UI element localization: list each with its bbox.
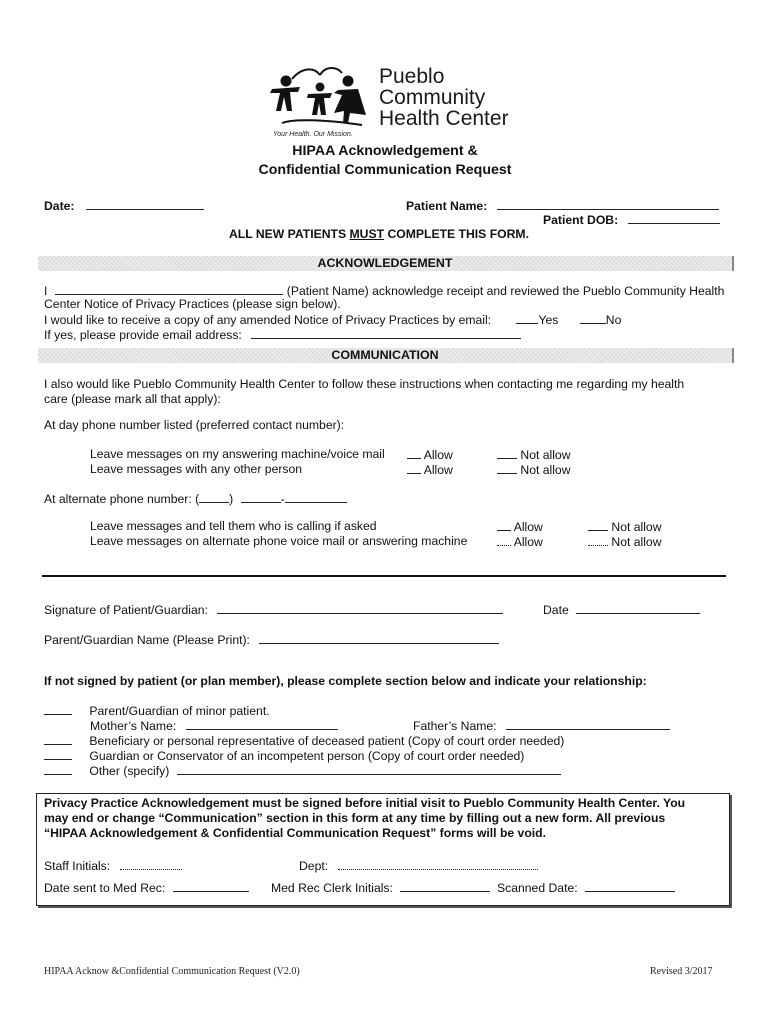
acknowledgement-heading-bar: [38, 256, 734, 271]
email-address-input[interactable]: [251, 327, 521, 339]
comm-intro-line2: care (please mark all that apply):: [44, 392, 221, 406]
page-title-line2: Confidential Communication Request: [258, 162, 512, 178]
patient-dob-field: [543, 212, 720, 227]
day-opt1-allow-checkbox[interactable]: [407, 447, 421, 459]
date-label: Date:: [44, 199, 75, 213]
new-patients-notice: [229, 227, 529, 241]
rel-opt3-label: Guardian or Conservator of an incompetent person (Copy of court order needed): [89, 749, 525, 763]
signature-label: Signature of Patient/Guardian:: [44, 603, 208, 617]
signature-date-label: Date: [543, 603, 569, 617]
staff-initials-input[interactable]: [120, 858, 182, 870]
page-title-line1: HIPAA Acknowledgement &: [292, 143, 478, 159]
acknowledgement-heading: ACKNOWLEDGEMENT: [314, 256, 457, 270]
day-opt2-label: Leave messages with any other person: [90, 462, 303, 476]
signature-date-field: [543, 602, 700, 617]
logo-tagline: Your Health. Our Mission.: [273, 131, 353, 138]
alt-opt2-notallow-label: Not allow: [611, 535, 662, 549]
notice-pre: ALL NEW PATIENTS: [229, 227, 350, 241]
office-notice-line3: “HIPAA Acknowledgement & Confidential Communication Request” forms will be void.: [44, 826, 546, 840]
rel-opt1-label: Parent/Guardian of minor patient.: [89, 704, 270, 718]
ack-line1: [44, 283, 724, 298]
day-opt1-allow: [407, 447, 453, 462]
clerk-initials-field: [271, 880, 490, 895]
day-opt1-label: Leave messages on my answering machine/voice mail: [90, 447, 385, 461]
day-opt1-notallow-checkbox[interactable]: [497, 447, 517, 459]
rel-opt2: [44, 733, 564, 748]
comm-intro-line1: I also would like Pueblo Community Health Center to follow these instructions when contacting me regarding my health: [44, 377, 685, 391]
alt-opt1-allow: [497, 519, 543, 534]
scanned-date-label: Scanned Date:: [497, 881, 578, 895]
signature-date-input[interactable]: [576, 602, 700, 614]
staff-initials-field: [44, 858, 182, 873]
day-opt2-notallow: [497, 462, 571, 477]
signature-input[interactable]: [217, 602, 503, 614]
patient-dob-input[interactable]: [628, 212, 720, 224]
alt-phone-area-input[interactable]: [199, 491, 229, 503]
day-opt2-allow-checkbox[interactable]: [407, 462, 421, 474]
office-notice-line1: Privacy Practice Acknowledgement must be signed before initial visit to Pueblo Community Health Center. You: [44, 796, 686, 810]
staff-initials-label: Staff Initials:: [44, 859, 111, 873]
alt-opt2-label: Leave messages on alternate phone voice mail or answering machine: [90, 534, 468, 548]
alt-phone-line-input[interactable]: [285, 491, 347, 503]
rel-opt4-label: Other (specify): [89, 764, 170, 778]
day-opt2-notallow-label: Not allow: [520, 463, 571, 477]
guardian-print-label: Parent/Guardian Name (Please Print):: [44, 633, 250, 647]
dept-label: Dept:: [299, 859, 329, 873]
date-input[interactable]: [86, 198, 204, 210]
alt-phone-paren: ): [229, 492, 234, 506]
email-address-label: If yes, please provide email address:: [44, 328, 242, 342]
day-opt2-notallow-checkbox[interactable]: [497, 462, 517, 474]
guardian-print-field: [44, 632, 499, 647]
rel-other-input[interactable]: [177, 763, 561, 775]
mother-name-field: [90, 718, 338, 733]
guardian-print-input[interactable]: [259, 632, 499, 644]
ack-line3-text: I would like to receive a copy of any amended Notice of Privacy Practices by email:: [44, 313, 492, 327]
alt-opt1-label: Leave messages and tell them who is calling if asked: [90, 519, 377, 533]
day-opt1-allow-label: Allow: [423, 448, 453, 462]
ack-line2: Center Notice of Privacy Practices (please sign below).: [44, 297, 341, 311]
relationship-heading: If not signed by patient (or plan member), please complete section below and indicate your relationship:: [44, 674, 647, 688]
scanned-date-input[interactable]: [585, 880, 675, 892]
footer-revised: Revised 3/2017: [650, 966, 713, 977]
logo-line3: Health Center: [379, 107, 509, 130]
email-yes-checkbox[interactable]: [516, 312, 538, 324]
logo: [262, 63, 380, 133]
rel-opt1: [44, 703, 270, 718]
patient-name-field: [406, 198, 719, 213]
alt-opt2-allow-checkbox[interactable]: [497, 534, 511, 546]
logo-line2: Community: [379, 86, 486, 109]
ack-line3: [44, 312, 621, 327]
alt-opt2-notallow: [588, 534, 662, 549]
dept-input[interactable]: [338, 858, 538, 870]
alt-opt1-allow-label: Allow: [513, 520, 543, 534]
alt-phone-label: At alternate phone number: (: [44, 492, 200, 506]
mother-name-input[interactable]: [186, 718, 338, 730]
notice-post: COMPLETE THIS FORM.: [384, 227, 529, 241]
section-divider: [42, 575, 726, 577]
father-name-input[interactable]: [506, 718, 670, 730]
alt-phone-dash: -: [280, 492, 285, 506]
logo-line1: Pueblo: [379, 65, 445, 88]
rel-opt2-label: Beneficiary or personal representative of deceased patient (Copy of court order needed): [89, 734, 565, 748]
alt-phone-field: [44, 491, 347, 506]
day-opt2-allow: [407, 462, 453, 477]
father-name-field: [413, 718, 670, 733]
rel-opt3-checkbox[interactable]: [44, 748, 72, 760]
dept-field: [299, 858, 538, 873]
alt-opt1-notallow-label: Not allow: [611, 520, 662, 534]
day-opt2-allow-label: Allow: [423, 463, 453, 477]
date-sent-input[interactable]: [173, 880, 249, 892]
patient-name-label: Patient Name:: [406, 199, 488, 213]
ack-line4: [44, 327, 521, 342]
rel-opt3: [44, 748, 524, 763]
clerk-initials-input[interactable]: [400, 880, 490, 892]
alt-opt1-notallow: [588, 519, 662, 534]
mother-name-label: Mother’s Name:: [90, 719, 177, 733]
scanned-date-field: [497, 880, 675, 895]
day-opt1-notallow-label: Not allow: [520, 448, 571, 462]
father-name-label: Father’s Name:: [413, 719, 497, 733]
alt-phone-prefix-input[interactable]: [241, 491, 281, 503]
office-notice-line2: may end or change “Communication” section in this form at any time by filling out a new form. All previous: [44, 811, 666, 825]
rel-opt4-checkbox[interactable]: [44, 763, 72, 775]
ack-line1-pre: I: [44, 284, 48, 298]
communication-heading: COMMUNICATION: [327, 348, 442, 362]
date-field: [44, 198, 204, 213]
alt-opt1-allow-checkbox[interactable]: [497, 519, 511, 531]
footer-form-name: HIPAA Acknow &Confidential Communication Request (V2.0): [44, 966, 300, 977]
ack-line1-post: (Patient Name) acknowledge receipt and reviewed the Pueblo Community Health: [286, 284, 725, 298]
patient-name-input[interactable]: [497, 198, 719, 210]
patient-dob-label: Patient DOB:: [543, 213, 619, 227]
alt-opt2-allow-label: Allow: [513, 535, 543, 549]
date-sent-field: [44, 880, 249, 895]
signature-field: [44, 602, 503, 617]
date-sent-label: Date sent to Med Rec:: [44, 881, 166, 895]
rel-opt4: [44, 763, 561, 778]
clerk-initials-label: Med Rec Clerk Initials:: [271, 881, 393, 895]
day-opt1-notallow: [497, 447, 571, 462]
logo-figures-icon: [262, 63, 380, 133]
alt-opt2-notallow-checkbox[interactable]: [588, 534, 608, 546]
rel-opt2-checkbox[interactable]: [44, 733, 72, 745]
email-yes-label: Yes: [538, 313, 559, 327]
rel-opt1-checkbox[interactable]: [44, 703, 72, 715]
notice-must: MUST: [349, 227, 385, 241]
alt-opt1-notallow-checkbox[interactable]: [588, 519, 608, 531]
day-phone-heading: At day phone number listed (preferred contact number):: [44, 418, 345, 432]
email-no-checkbox[interactable]: [580, 312, 606, 324]
ack-patient-name-input[interactable]: [55, 283, 283, 295]
alt-opt2-allow: [497, 534, 543, 549]
email-no-label: No: [605, 313, 622, 327]
communication-heading-bar: [38, 348, 734, 363]
